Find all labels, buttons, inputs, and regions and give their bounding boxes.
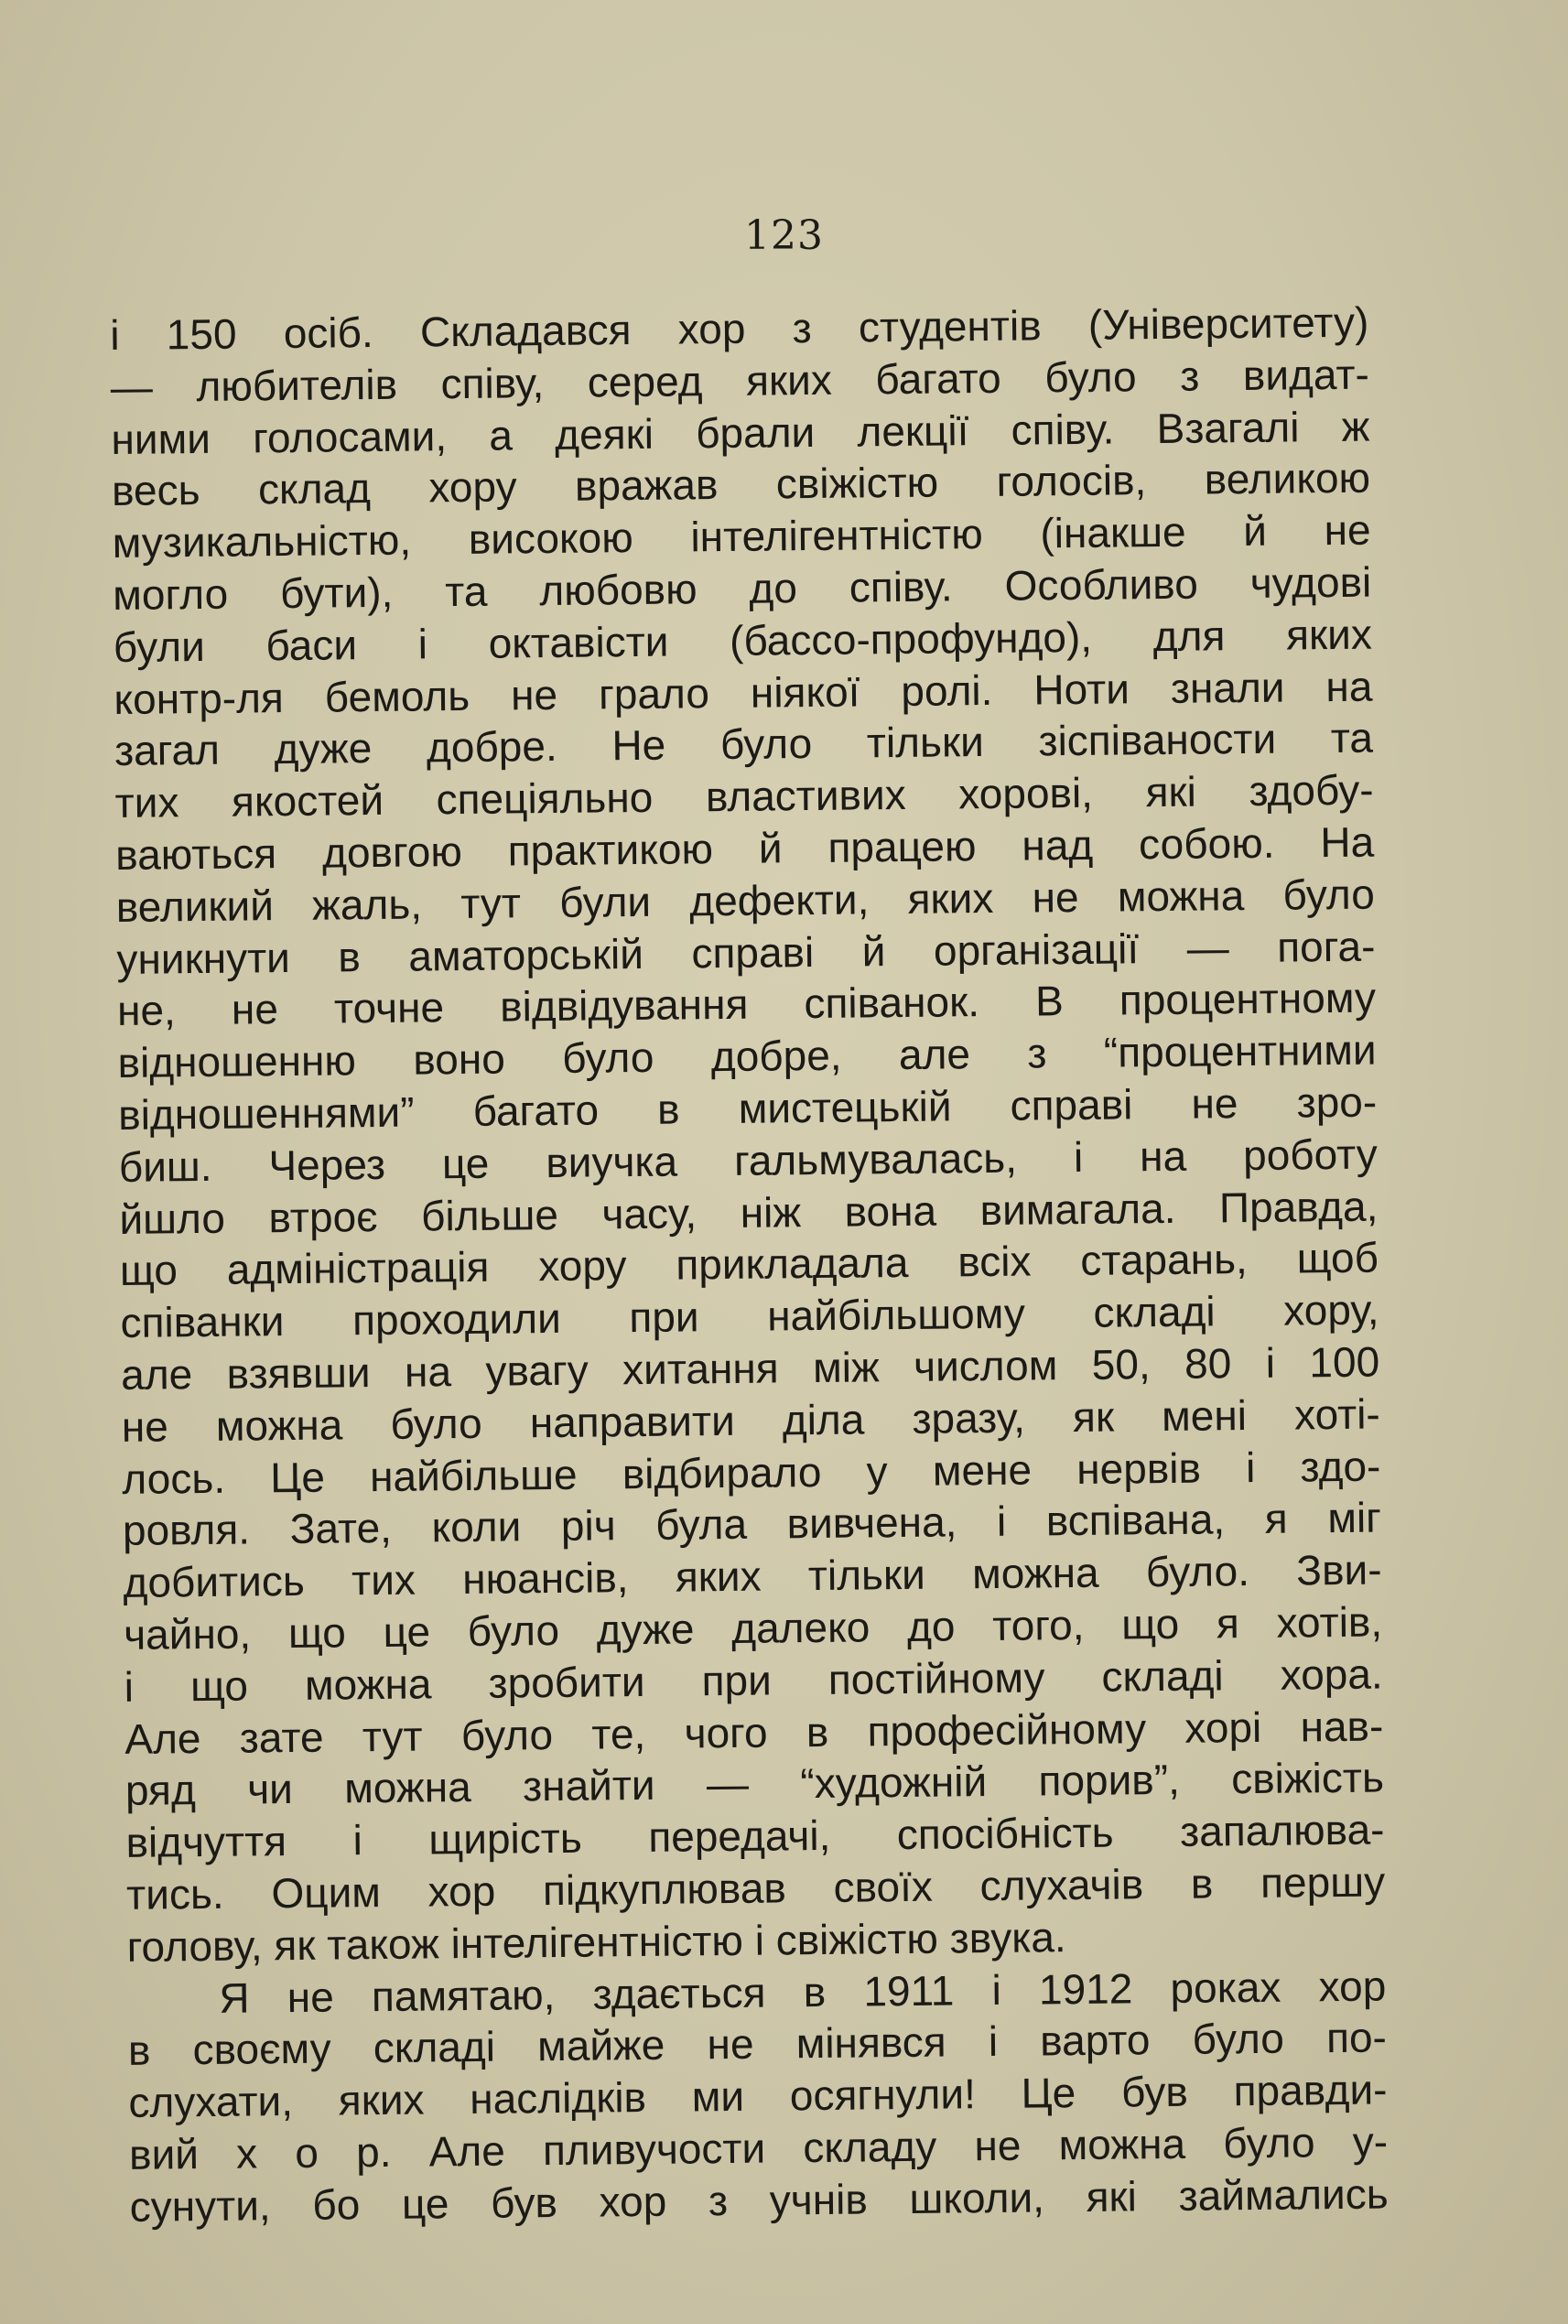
text-line: ними голосами, а деякі брали лекції співу. Взагалі ж bbox=[111, 402, 1370, 463]
text-line: тих якостей спеціяльно властивих хорові, які здобу- bbox=[114, 765, 1374, 827]
text-line: — любителів співу, серед яких багато було з видат- bbox=[110, 350, 1370, 411]
text-line: контр-ля бемоль не грало ніякої ролі. Ноти знали на bbox=[114, 662, 1373, 723]
text-line: музикальністю, високою інтелігентністю (інакше й не bbox=[112, 505, 1371, 567]
text-line: але взявши на увагу хитання між числом 50, 80 і 100 bbox=[120, 1337, 1380, 1399]
text-line: були баси і октавісти (бассо-профундо), для яких bbox=[113, 610, 1373, 671]
text-line: уникнути в аматорській справі й організації — пога- bbox=[116, 922, 1376, 983]
text-line: весь склад хору вражав свіжістю голосів, великою bbox=[111, 453, 1371, 515]
text-line: добитись тих нюансів, яких тільки можна було. Зви- bbox=[123, 1545, 1382, 1607]
text-line: могло бути), та любовю до співу. Особливо чудові bbox=[112, 557, 1372, 619]
text-line: лось. Це найбільше відбирало у мене нервів і здо- bbox=[122, 1442, 1381, 1503]
text-line: співанки проходили при найбільшому складі хору, bbox=[120, 1285, 1379, 1347]
text-line: Але зате тут було те, чого в професійному хорі нав- bbox=[124, 1702, 1384, 1763]
text-line: голову, як також інтелігентністю і свіжістю звука. bbox=[126, 1912, 1066, 1971]
body-text bbox=[110, 297, 1389, 2233]
text-line: загал дуже добре. Не було тільки зіспіваности та bbox=[114, 713, 1374, 775]
text-line: йшло втроє більше часу, ніж вона вимагала. Правда, bbox=[119, 1182, 1379, 1243]
text-line: Я не памятаю, здається в 1911 і 1912 роках хор bbox=[219, 1962, 1387, 2022]
text-line: не, не точне відвідування співанок. В процентному bbox=[116, 973, 1377, 1035]
page-number: 123 bbox=[744, 212, 824, 259]
text-line: відношеннями” багато в мистецькій справі не зро- bbox=[117, 1077, 1378, 1139]
text-line: вий х о р. Але пливучости складу не можна було у- bbox=[128, 2117, 1389, 2178]
text-line: биш. Через це виучка гальмувалась, і на роботу bbox=[118, 1130, 1379, 1191]
text-line: і що можна зробити при постійному складі хора. bbox=[124, 1649, 1383, 1711]
text-line: тись. Оцим хор підкуплював своїх слухачів в першу bbox=[125, 1857, 1386, 1919]
text-line: сунути, бо це був хор з учнів школи, які займались bbox=[129, 2169, 1389, 2231]
text-line: і 150 осіб. Складався хор з студентів (Університету) bbox=[110, 297, 1369, 359]
text-line: ровля. Зате, коли річ була вивчена, і вспівана, я міг bbox=[122, 1493, 1382, 1555]
text-line: відношенню воно було добре, але з “процентними bbox=[117, 1025, 1377, 1087]
text-line: в своєму складі майже не мінявся і варто було по- bbox=[127, 2013, 1388, 2075]
text-line: що адміністрація хору прикладала всіх старань, щоб bbox=[119, 1233, 1379, 1295]
text-line: ряд чи можна знайти — “художній порив”, свіжість bbox=[124, 1753, 1385, 1815]
text-line: відчуття і щирість передачі, спосібність запалюва- bbox=[125, 1805, 1385, 1867]
text-line: не можна було направити діла зразу, як мені хоті- bbox=[121, 1389, 1380, 1451]
text-line: ваються довгою практикою й працею над собою. На bbox=[114, 817, 1375, 879]
text-line: великий жаль, тут були дефекти, яких не можна було bbox=[115, 870, 1376, 931]
text-line: слухати, яких наслідків ми осягнули! Це був правди- bbox=[128, 2065, 1388, 2126]
text-line: чайно, що це було дуже далеко до того, що я хотів, bbox=[123, 1597, 1383, 1659]
